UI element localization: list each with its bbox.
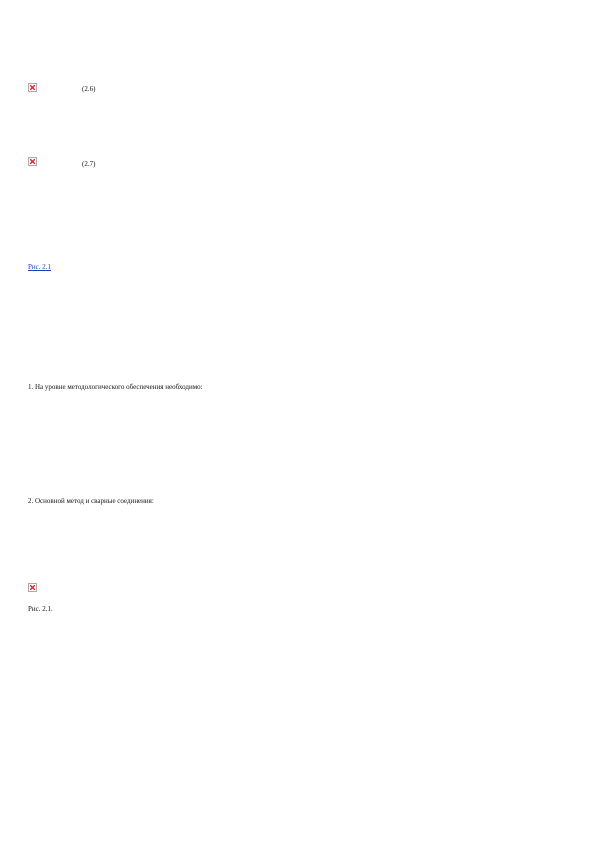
paragraph-methodology-heading: 1. На уровне методологического обеспечения необходимо: xyxy=(28,383,203,391)
paragraph-method-heading: 2. Основной метод и сварные соединения: xyxy=(28,497,154,505)
figure-caption: Рис. 2.1. xyxy=(28,605,53,613)
equation-number: (2.7) xyxy=(82,160,96,168)
equation-number: (2.6) xyxy=(82,85,96,93)
broken-image-icon xyxy=(28,583,37,592)
broken-image-icon xyxy=(28,83,37,92)
broken-image-icon xyxy=(28,157,37,166)
figure-link[interactable]: Рис. 2.1 xyxy=(28,263,51,271)
paragraph-figure-link xyxy=(28,262,568,272)
